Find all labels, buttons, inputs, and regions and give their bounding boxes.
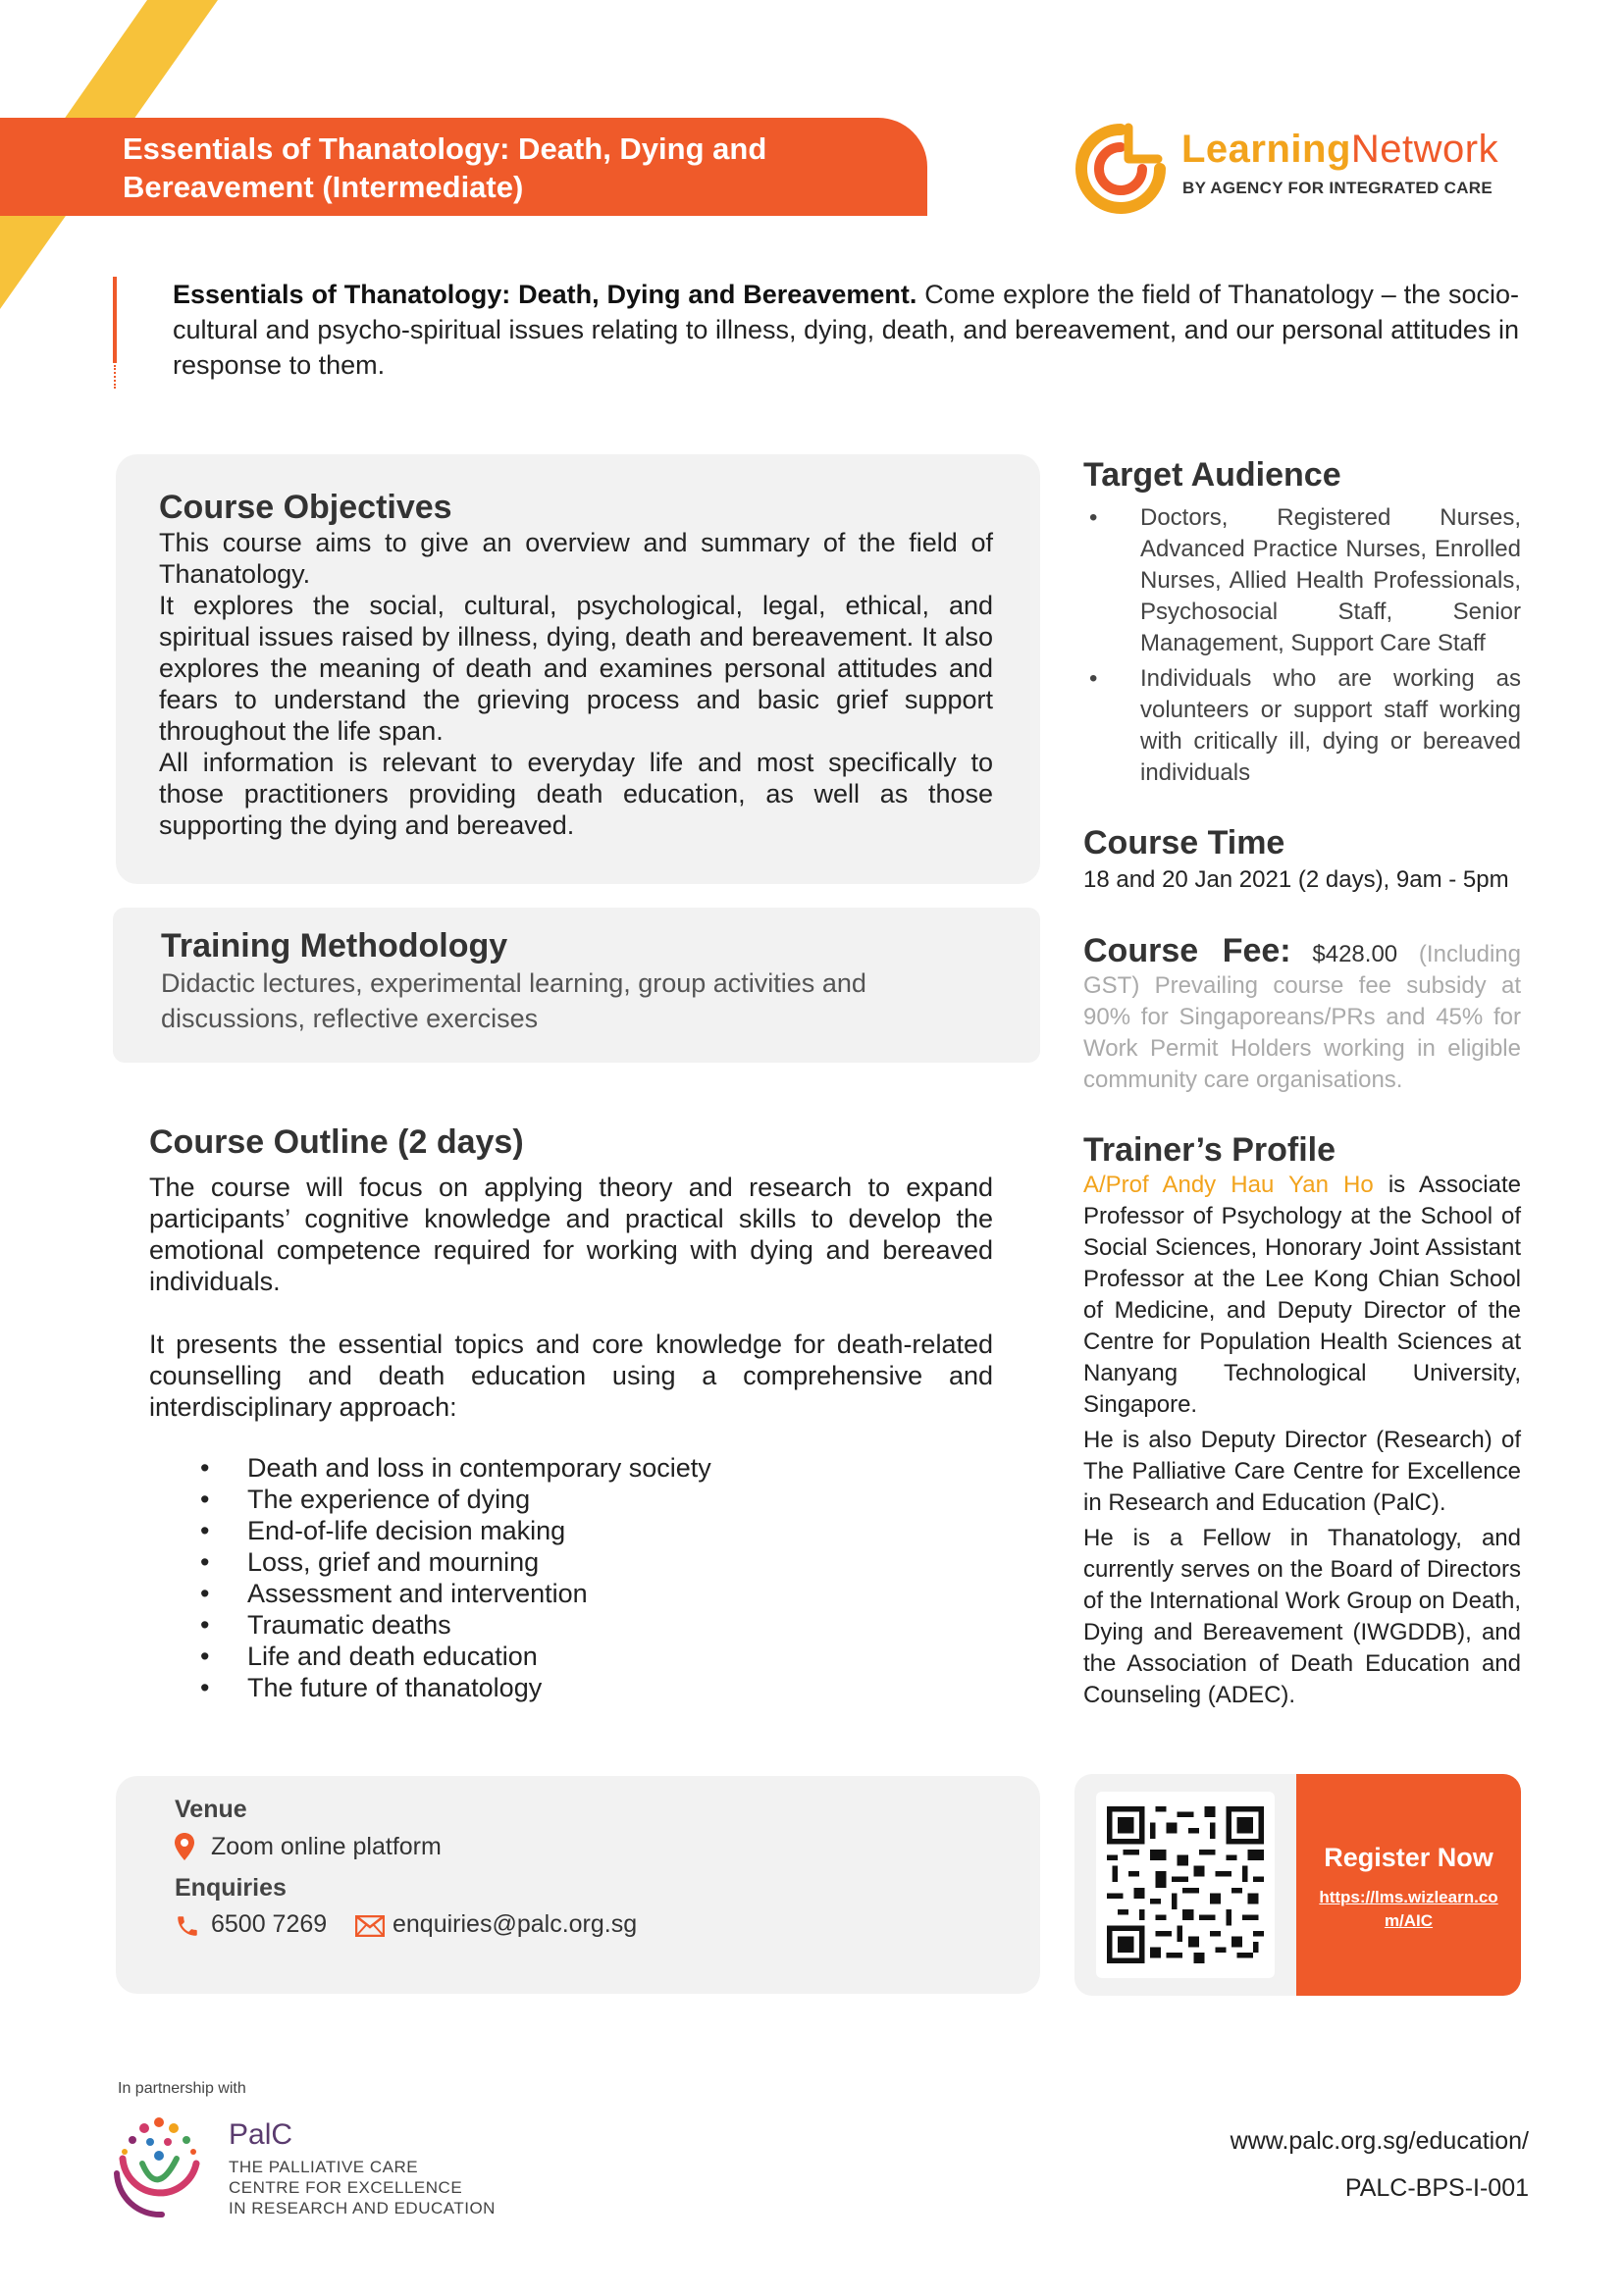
topic-item: • Life and death education [149,1641,993,1672]
topics-list [149,1452,993,1703]
palc-line-1: THE PALLIATIVE CARE [229,2158,419,2176]
intro-paragraph [173,277,1519,383]
location-pin-icon [175,1833,194,1860]
logo-wordmark [1181,128,1498,172]
topic-item: • Traumatic deaths [149,1609,993,1641]
venue-value: Zoom online platform [211,1833,442,1860]
audience-item: • Doctors, Registered Nurses, Advanced Practice Nurses, Enrolled Nurses, Allied Health Professionals, Psychosocial Staff, Senior Management, Support Care Staff [1083,502,1521,659]
objectives-paragraph-1: This course aims to give an overview and summary of the field of Thanatology. [159,528,993,589]
qr-code-frame [1096,1792,1275,1978]
phone-number[interactable]: 6500 7269 [211,1910,328,1938]
outline-heading: Course Outline (2 days) [149,1123,524,1161]
topic-item: • The experience of dying [149,1484,993,1515]
intro-accent-dots [114,365,118,389]
methodology-text: Didactic lectures, experimental learning, group activities and discussions, reflective exercises [161,968,866,1033]
intro-lead: Essentials of Thanatology: Death, Dying and Bereavement. [173,280,917,309]
time-heading: Course Time [1083,824,1285,861]
logo-word-learning: Learning [1181,128,1351,171]
trainer-bio-text: is Associate Professor of Psychology at the School of Social Sciences, Honorary Joint Assistant Professor at the Lee Kong Chian School of Medicine, and Deputy Director of the Centre for Population Health Sciences at Nanyang Technological University, Singapore. [1083,1172,1521,1418]
palc-name: PalC [229,2118,293,2151]
trainer-bio-2: He is also Deputy Director (Research) of The Palliative Care Centre for Excellence in Research and Education (PalC). [1083,1427,1521,1516]
enquiries-label: Enquiries [175,1874,287,1902]
objectives-section [159,489,993,841]
topic-item: • Assessment and intervention [149,1578,993,1609]
palc-line-3: IN RESEARCH AND EDUCATION [229,2199,496,2217]
phone-icon [175,1913,200,1939]
right-column [1083,456,1521,1711]
register-link[interactable]: https://lms.wizlearn.com/AIC [1319,1888,1498,1930]
fee-block [1083,932,1521,1096]
trainer-bio-1 [1083,1170,1521,1421]
outline-paragraph-1: The course will focus on applying theory and research to expand participants’ cognitive knowledge and practical skills to develop the emotional competence required for working with dying and bereaved individuals. [149,1173,993,1296]
website-link[interactable]: www.palc.org.sg/education/ [1230,2127,1529,2155]
outline-section [149,1123,993,1703]
intro-text: Come explore the field of Thanatology – the socio-cultural and psycho-spiritual issues relating to illness, dying, death, and bereavement, and our personal attitudes in response to them. [173,280,1519,380]
palc-line-2: CENTRE FOR EXCELLENCE [229,2178,463,2197]
trainer-heading: Trainer’s Profile [1083,1131,1336,1169]
fee-heading: Course Fee: [1083,932,1291,969]
audience-heading: Target Audience [1083,456,1341,494]
document-code: PALC-BPS-I-001 [1344,2174,1529,2202]
learning-network-emblem-icon [1072,120,1170,218]
objectives-paragraph-2: It explores the social, cultural, psychological, legal, ethical, and spiritual issues raised by illness, dying, death and bereavement. It also explores the meaning of death and examines personal attitudes and fears to understand the grieving process and basic grief support throughout the life span. [159,591,993,746]
audience-item: • Individuals who are working as volunteers or support staff working with critically ill, dying or bereaved individuals [1083,663,1521,789]
venue-label: Venue [175,1796,247,1823]
intro-accent-bar [113,277,117,363]
register-card [1074,1774,1521,1996]
trainer-bio-3: He is a Fellow in Thanatology, and currently serves on the Board of Directors of the International Work Group on Death, Dying and Bereavement (IWGDDB), and the Association of Death Education and Counseling (ADEC). [1083,1525,1521,1708]
page-title: Essentials of Thanatology: Death, Dying and Bereavement (Intermediate) [123,131,767,204]
topic-item: • Death and loss in contemporary society [149,1452,993,1484]
topic-item: • End-of-life decision making [149,1515,993,1546]
fee-note: (Including GST) Prevailing course fee subsidy at 90% for Singaporeans/PRs and 45% for Work Permit Holders working in eligible community care organisations. [1083,941,1521,1093]
register-panel [1296,1774,1521,1996]
objectives-heading: Course Objectives [159,489,452,526]
qr-code-icon[interactable] [1107,1806,1264,1963]
email-address[interactable]: enquiries@palc.org.sg [393,1910,638,1938]
topic-item: • The future of thanatology [149,1672,993,1703]
fee-amount: $428.00 [1312,941,1398,967]
time-text: 18 and 20 Jan 2021 (2 days), 9am - 5pm [1083,866,1509,893]
palc-logo [103,2105,515,2232]
outline-paragraph-2: It presents the essential topics and core knowledge for death-related counselling and death education using a comprehensive and interdisciplinary approach: [149,1330,993,1422]
audience-list [1083,502,1521,789]
logo-word-network: Network [1350,128,1499,171]
logo-subtitle: BY AGENCY FOR INTEGRATED CARE [1182,179,1493,197]
objectives-paragraph-3: All information is relevant to everyday life and most specifically to those practitioners providing death education, as well as those supporting the dying and bereaved. [159,748,993,840]
methodology-section [161,927,995,1036]
methodology-heading: Training Methodology [161,927,508,965]
register-now-label[interactable]: Register Now [1324,1843,1493,1872]
topic-item: • Loss, grief and mourning [149,1546,993,1578]
palc-emblem-icon [103,2105,216,2222]
partner-label: In partnership with [118,2080,246,2097]
learning-network-logo [1072,120,1533,218]
email-icon [355,1915,385,1937]
trainer-name: A/Prof Andy Hau Yan Ho [1083,1172,1374,1198]
